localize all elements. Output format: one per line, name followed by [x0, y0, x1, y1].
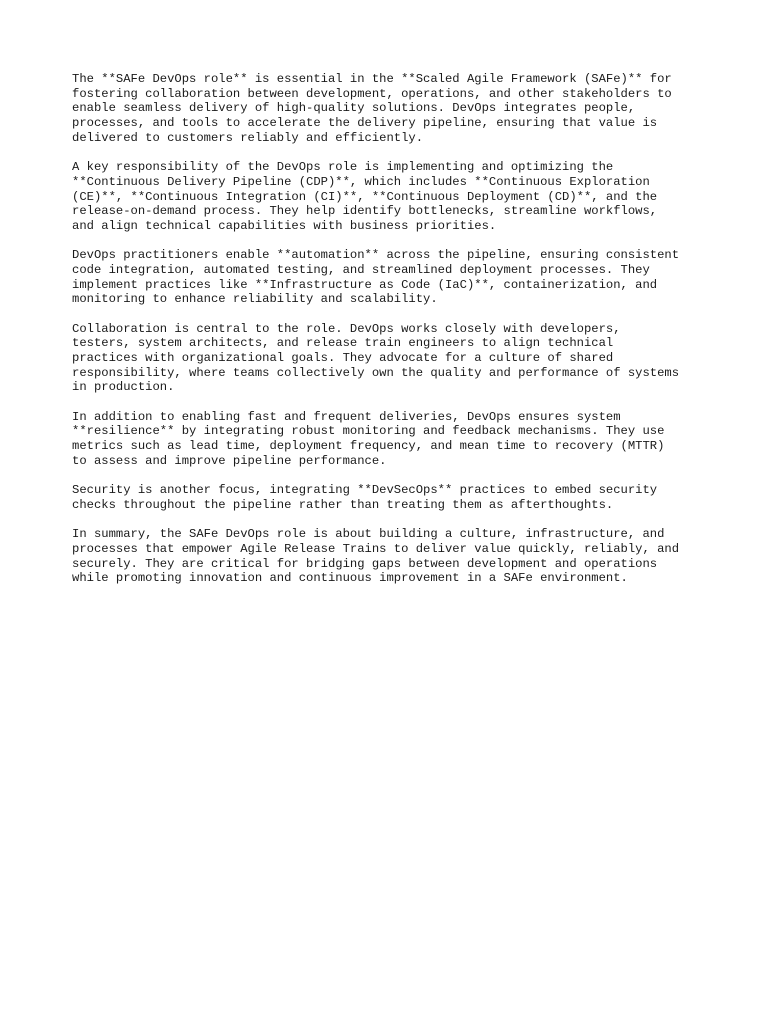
- text-line: in production.: [72, 380, 175, 395]
- text-line: responsibility, where teams collectively own the quality and performance of systems: [72, 365, 680, 380]
- paragraph-summary: [72, 527, 712, 586]
- text-line: while promoting innovation and continuous improvement in a SAFe environment.: [72, 571, 628, 586]
- text-line: securely. They are critical for bridging gaps between development and operations: [72, 556, 658, 571]
- text-line: **resilience** by integrating robust monitoring and feedback mechanisms. They use: [72, 424, 665, 439]
- text-line: to assess and improve pipeline performance.: [72, 453, 387, 468]
- paragraph-collaboration: [72, 322, 712, 396]
- text-line: DevOps practitioners enable **automation** across the pipeline, ensuring consistent: [72, 248, 680, 263]
- text-line: Collaboration is central to the role. DevOps works closely with developers,: [72, 321, 621, 336]
- text-line: delivered to customers reliably and efficiently.: [72, 130, 424, 145]
- text-line: monitoring to enhance reliability and scalability.: [72, 292, 438, 307]
- text-line: processes, and tools to accelerate the delivery pipeline, ensuring that value is: [72, 116, 658, 131]
- paragraph-security: [72, 483, 712, 512]
- text-line: processes that empower Agile Release Trains to deliver value quickly, reliably, and: [72, 541, 680, 556]
- text-line: release-on-demand process. They help identify bottlenecks, streamline workflows,: [72, 204, 658, 219]
- text-line: metrics such as lead time, deployment frequency, and mean time to recovery (MTTR): [72, 439, 665, 454]
- paragraph-automation: [72, 248, 712, 307]
- text-line: and align technical capabilities with business priorities.: [72, 218, 497, 233]
- paragraph-intro: [72, 72, 712, 146]
- text-line: checks throughout the pipeline rather than treating them as afterthoughts.: [72, 497, 614, 512]
- text-line: testers, system architects, and release train engineers to align technical: [72, 336, 614, 351]
- text-line: implement practices like **Infrastructure as Code (IaC)**, containerization, and: [72, 277, 658, 292]
- text-line: The **SAFe DevOps role** is essential in the **Scaled Agile Framework (SAFe)** for: [72, 72, 672, 86]
- paragraph-cdp: [72, 160, 712, 234]
- text-line: practices with organizational goals. They advocate for a culture of shared: [72, 351, 614, 366]
- text-line: In addition to enabling fast and frequent deliveries, DevOps ensures system: [72, 409, 621, 424]
- document-body: [72, 72, 712, 601]
- text-line: code integration, automated testing, and streamlined deployment processes. They: [72, 262, 650, 277]
- text-line: (CE)**, **Continuous Integration (CI)**, **Continuous Deployment (CD)**, and the: [72, 189, 658, 204]
- text-line: enable seamless delivery of high-quality solutions. DevOps integrates people,: [72, 101, 636, 116]
- paragraph-resilience: [72, 410, 712, 469]
- text-line: **Continuous Delivery Pipeline (CDP)**, which includes **Continuous Exploration: [72, 174, 650, 189]
- text-line: fostering collaboration between development, operations, and other stakeholders to: [72, 86, 672, 101]
- text-line: In summary, the SAFe DevOps role is about building a culture, infrastructure, and: [72, 527, 665, 542]
- text-line: Security is another focus, integrating **DevSecOps** practices to embed security: [72, 483, 658, 498]
- text-line: A key responsibility of the DevOps role is implementing and optimizing the: [72, 160, 614, 175]
